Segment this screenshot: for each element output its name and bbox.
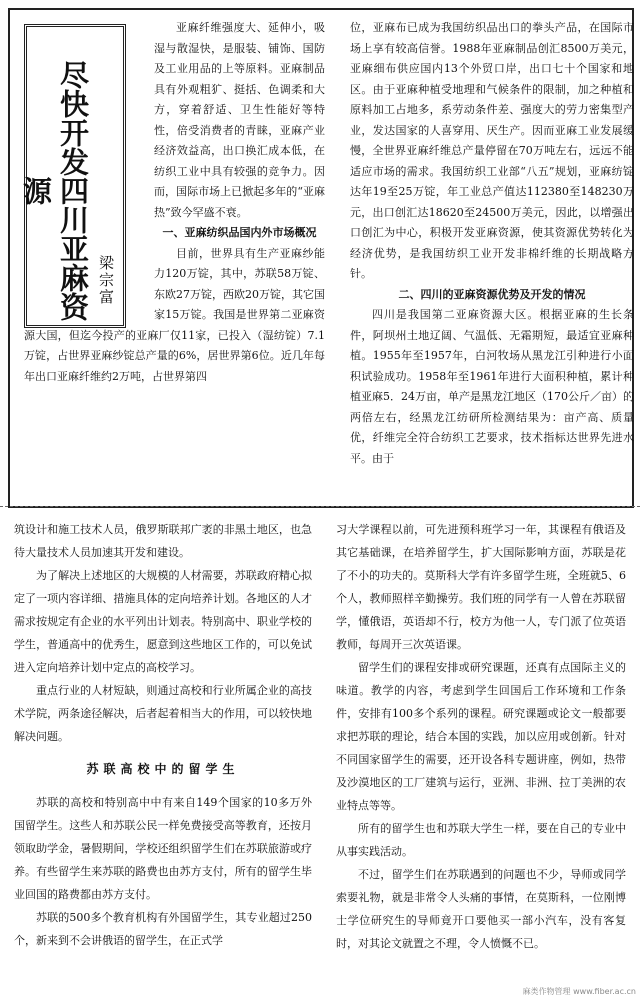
article-title: 尽快开发四川亚麻资源 [19,59,90,321]
lower-article-right [336,518,626,996]
watermark: 麻类作物管理 www.fiber.ac.cn [522,987,636,996]
article-column-1 [19,18,325,506]
lower-paragraph-2: 为了解决上述地区的大规模的人材需要，苏联政府精心拟定了一项内容详细、措施具体的定向培养计划。各地区的人才需求按规定有企业的水平列出计划表。特别高中、职业学校的学生，普通高中的优秀生，愿意到这些地区工作的，可以免试进入定向培养计划中定点的高校学习。 [14,569,312,674]
section-divider [0,506,640,508]
article-frame [8,8,634,508]
section-heading-1: 一、亚麻纺织品国内外市场概况 [162,226,317,239]
lower-paragraph-9: 不过，留学生们在苏联遇到的问题也不少，导师或同学索要礼物，就是非常令人头痛的事情，在莫斯科，一位刚博士学位研究生的导师竟开口要他买一部小汽车，没有客复时，对其论文就置之不理，令人愤慨不已。 [336,868,626,950]
lower-paragraph-1: 筑设计和施工技术人员，俄罗斯联邦广袤的非黑土地区，也急待大量技术人员加速其开发和建设。 [14,523,312,559]
lower-paragraph-7: 留学生们的课程安排或研究课题，还真有点国际主义的味道。教学的内容，考虑到学生回国后工作环境和工作条件，安排有100多个系列的课程。研究课题或论文一般都要求把苏联的理论，结合本国的实践，加以应用或创新。针对不同国家留学生的需要，还开设各科专题讲座，例如，热带及沙漠地区的工厂建筑与运行，亚洲、非洲、拉丁美洲的农业特点等等。 [336,661,626,812]
paragraph-sichuan: 四川是我国第二亚麻资源大区。根据亚麻的生长条件，阿坝州土地辽阔、气温低、无霜期短，最适宜亚麻种植。1955年至1957年，白河牧场从黑龙江引种进行小面积试验成功。1958年至1961年进行大面积种植，累计种植亚麻5．24万亩，单产是黑龙江地区（170公斤／亩）的两倍左右，经黑龙江纺研所检测结果为：亩产高、质量优，纤维完全符合纺织工艺要求，技术指标达世界先进水平。由于 [350,308,634,465]
paragraph-market: 目前，世界具有生产亚麻纱能力120万锭，其中，苏联58万锭、东欧27万锭，西欧20万锭，其它国家15万锭。我国是世界第二亚麻资源大国，但迄今投产的亚麻厂仅11家，已投入（湿纺锭）7.1万锭，占世界亚麻纱锭总产量的6%，居世界第6位。近几年每年出口亚麻纤维约2万吨，占世界第四 [24,246,325,383]
subheading-students: 苏联高校中的留学生 [86,762,240,776]
paragraph-export: 位，亚麻布已成为我国纺织品出口的拳头产品，在国际市场上享有较高信誉。1988年亚麻制品创汇8500万美元，亚麻细布供应国内13个外贸口岸，出口七十个国家和地区。由于亚麻种植受地理和气候条件的限制，加之种植和原料加工占地多，系劳动条件差、强度大的劳力密集型产业，发达国家的人喜穿用、厌生产。因而亚麻工业发展缓慢，全世界亚麻纤维总产量停留在70万吨左右，远远不能适应市场的需求。我国纺织工业部“八五”规划，亚麻纺锭达年19至25万锭，年工业总产值达112380至148230万元，出口创汇达18620至24500万美元，因此，以增强出口创汇为中心，积极开发亚麻资源，使其资源优势转化为经济优势，是我国纺织工业开发非棉纤维的长期战略方针。 [350,21,634,280]
section-heading-2: 二、四川的亚麻资源优势及开发的情况 [398,287,586,301]
lower-paragraph-5: 苏联的500多个教育机构有外国留学生，其专业超过250个，新来到不会讲俄语的留学生，在正式学 [14,911,312,947]
paragraph-intro: 亚麻纤维强度大、延伸小，吸湿与散湿快，是服装、铺饰、国防及工业用品的上等原料。亚麻制品具有外观粗犷、挺括、色调柔和大方，穿着舒适、卫生性能好等特性，倍受消费者的青睐，亚麻产业经济效益高，出口换汇成本低，在纺织工业中具有较强的竞争力。因而，国际市场上已掀起多年的“亚麻热”致今罕盛不衰。 [154,21,325,219]
lower-paragraph-3: 重点行业的人材短缺，则通过高校和行业所属企业的高技术学院，两条途径解决，后者起着相当大的作用，可以较快地解决问题。 [14,684,312,743]
lower-article-left [14,518,312,996]
title-float-spacer [24,18,146,318]
lower-paragraph-4: 苏联的高校和特别高中中有来自149个国家的10多万外国留学生。这些人和苏联公民一样免费接受高等教育，还按月领取助学金，暑假期间，学校还组织留学生们在苏联旅游或疗养。有些留学生来苏联的路费也由苏方支付，所有的留学生毕业回国的路费都由苏方支付。 [14,796,312,901]
lower-paragraph-6: 习大学课程以前，可先进预科班学习一年，其课程有俄语及其它基础课，在培养留学生，扩大国际影响方面，苏联是花了不小的功夫的。莫斯科大学有许多留学生班，全班就5、6个人，教师照样辛勤操劳。我们班的同学有一人曾在苏联留学，懂俄语，英语却不行，校方为他一人，专门派了位英语教师，每周开三次英语课。 [336,523,626,651]
article-column-2 [350,18,634,506]
article-author: 梁宗富 [97,255,115,306]
lower-paragraph-8: 所有的留学生也和苏联大学生一样，要在自己的专业中从事实践活动。 [336,822,626,858]
